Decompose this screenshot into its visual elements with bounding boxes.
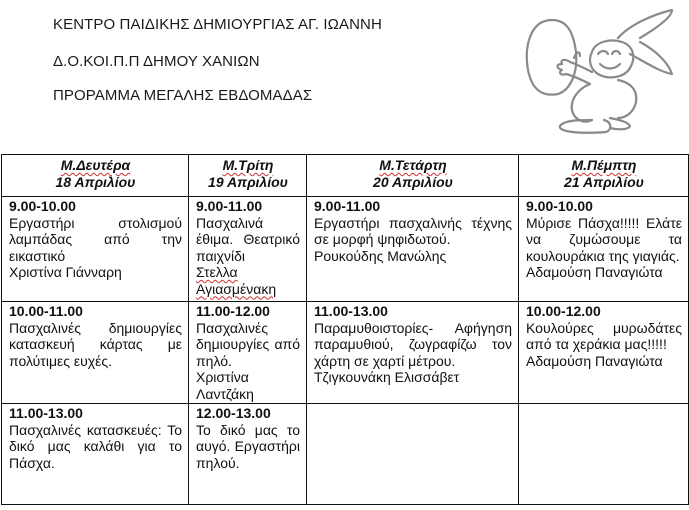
day-name: Μ.Πέμπτη bbox=[571, 157, 637, 173]
time-slot: 11.00-12.00 bbox=[196, 303, 270, 319]
activity-description: Πασχαλινές κατασκευές: Το δικό μας καλάθι για το Πάσχα. bbox=[9, 421, 182, 471]
table-row bbox=[2, 404, 689, 505]
activity-cell bbox=[519, 302, 689, 404]
activity-cell bbox=[189, 197, 307, 302]
instructor-name: Στελλα Αγιασμένακη bbox=[196, 264, 277, 297]
activity-cell bbox=[2, 404, 189, 505]
empty-cell bbox=[307, 404, 519, 505]
easter-bunny-icon bbox=[500, 2, 685, 137]
day-header-monday bbox=[2, 155, 189, 197]
activity-description: Μύρισε Πάσχα!!!!! Ελάτε να ζυμώσουμε τα κουλουράκια της γιαγιάς. bbox=[526, 214, 682, 264]
activity-cell bbox=[307, 197, 519, 302]
instructor-name: Χριστίνα Λαντζάκη bbox=[196, 369, 254, 402]
activity-cell bbox=[2, 197, 189, 302]
activity-description: Παραμυθοιστορίες- Αφήγηση παραμυθιού, ζωγραφίζω τον χάρτη σε χαρτί μέτρου. bbox=[314, 319, 512, 369]
time-slot: 11.00-13.00 bbox=[314, 303, 388, 319]
activity-cell bbox=[519, 197, 689, 302]
time-slot: 9.00-10.00 bbox=[526, 198, 593, 214]
instructor-name: Αδαμούση Παναγιώτα bbox=[526, 264, 663, 280]
instructor-name: Αδαμούση Παναγιώτα bbox=[526, 352, 663, 369]
day-name: Μ.Τρίτη bbox=[222, 157, 274, 173]
empty-cell bbox=[519, 404, 689, 505]
activity-description: Πασχαλινές δημιουργίες από πηλό. bbox=[196, 319, 300, 369]
municipality-name: Δ.Ο.ΚΟΙ.Π.Π ΔΗΜΟΥ ΧΑΝΙΩΝ bbox=[53, 53, 260, 70]
activity-cell bbox=[189, 404, 307, 505]
instructor-name: Χριστίνα Γιάνναρη bbox=[9, 264, 122, 280]
day-date: 19 Απριλίου bbox=[208, 173, 288, 190]
time-slot: 9.00-11.00 bbox=[314, 198, 381, 214]
day-name: Μ.Δευτέρα bbox=[60, 157, 131, 173]
day-name: Μ.Τετάρτη bbox=[379, 157, 447, 173]
activity-description: Κουλούρες μυρωδάτες από τα χεράκια μας!!!!! bbox=[526, 319, 682, 352]
day-header-thursday bbox=[519, 155, 689, 197]
time-slot: 11.00-13.00 bbox=[9, 405, 83, 421]
day-header-tuesday bbox=[189, 155, 307, 197]
day-header-wednesday bbox=[307, 155, 519, 197]
activity-cell bbox=[307, 302, 519, 404]
day-date: 18 Απριλίου bbox=[55, 173, 136, 190]
activity-description: Το δικό μας το αυγό. Εργαστήρι πηλού. bbox=[196, 421, 300, 471]
instructor-name: Τζιγκουνάκη Ελισσάβετ bbox=[314, 369, 460, 385]
time-slot: 12.00-13.00 bbox=[196, 405, 271, 421]
activity-cell bbox=[2, 302, 189, 404]
time-slot: 9.00-10.00 bbox=[9, 198, 76, 214]
day-date: 20 Απριλίου bbox=[373, 173, 453, 190]
table-row bbox=[2, 302, 689, 404]
activity-description: Πασχαλινά έθιμα. Θεατρικό παιχνίδι bbox=[196, 214, 300, 264]
center-name: ΚΕΝΤΡΟ ΠΑΙΔΙΚΗΣ ΔΗΜΙΟΥΡΓΙΑΣ ΑΓ. ΙΩΑΝΝΗ bbox=[53, 16, 382, 33]
activity-description: Εργαστήρι στολισμού λαμπάδας από την εικαστικό bbox=[9, 214, 182, 264]
time-slot: 10.00-12.00 bbox=[526, 303, 601, 319]
activity-description: Πασχαλινές δημιουργίες κατασκευή κάρτας με πολύτιμες ευχές. bbox=[9, 319, 182, 369]
time-slot: 10.00-11.00 bbox=[9, 303, 83, 319]
time-slot: 9.00-11.00 bbox=[196, 198, 263, 214]
activity-description: Εργαστήρι πασχαλινής τέχνης σε μορφή ψηφιδωτού. bbox=[314, 214, 512, 247]
day-date: 21 Απριλίου bbox=[564, 173, 644, 190]
table-header-row bbox=[2, 155, 689, 197]
weekly-schedule-table bbox=[1, 154, 689, 505]
program-title: ΠΡΟΡΑΜΜΑ ΜΕΓΑΛΗΣ ΕΒΔΟΜΑΔΑΣ bbox=[53, 87, 313, 104]
activity-cell bbox=[189, 302, 307, 404]
instructor-name: Ρουκούδης Μανώλης bbox=[314, 247, 447, 264]
table-row bbox=[2, 197, 689, 302]
